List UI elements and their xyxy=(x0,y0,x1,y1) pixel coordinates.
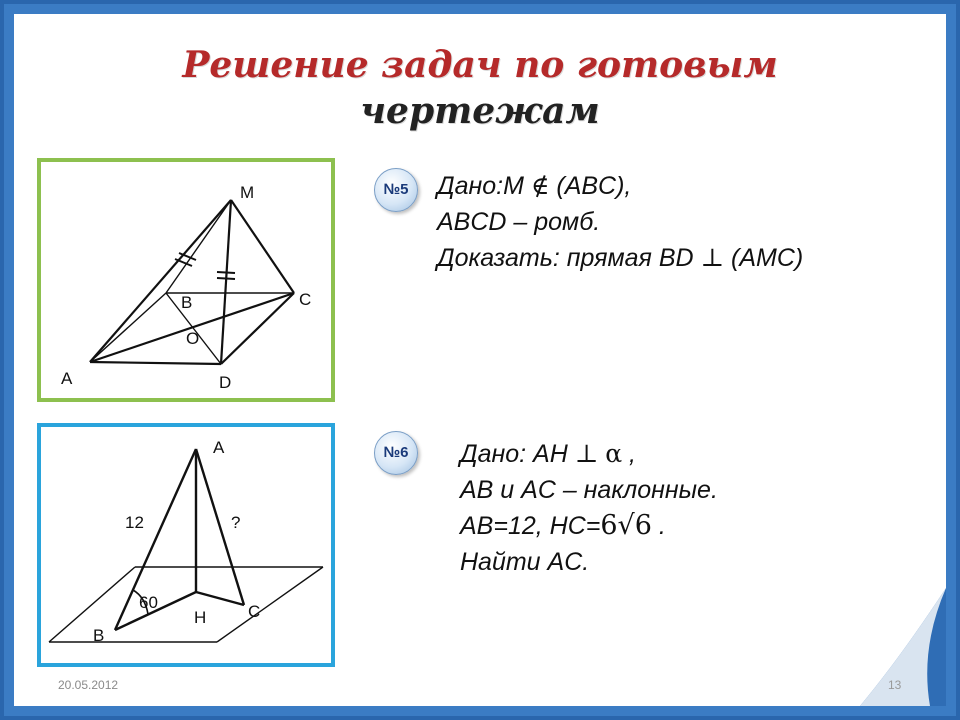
plane-alpha xyxy=(49,567,323,642)
title-line-2: чертежам xyxy=(360,90,600,132)
problem-5-prove xyxy=(437,240,803,276)
problem-6-given xyxy=(460,436,718,472)
problem-6-find: Найти AC. xyxy=(460,548,590,576)
alpha-symbol: α xyxy=(605,439,623,468)
label-A: A xyxy=(61,369,73,388)
label-H: H xyxy=(194,608,207,627)
perp-symbol: ⊥ xyxy=(574,439,599,468)
figure-plane xyxy=(37,423,335,667)
period: . xyxy=(651,512,666,540)
plane-amc: (AMC) xyxy=(724,244,804,272)
problem-6-obliques: AB и AC – наклонные. xyxy=(460,476,718,504)
problem-6-badge: №6 xyxy=(374,431,418,475)
label-12: 12 xyxy=(125,513,144,532)
segment-HC xyxy=(196,592,244,605)
pyramid-diagram xyxy=(41,162,331,398)
title-line-1: Решение задач по готовым xyxy=(182,44,778,86)
edge-MD xyxy=(221,200,231,364)
prove-label: Доказать: прямая BD xyxy=(437,244,694,272)
label-A: A xyxy=(213,438,225,457)
slide-title xyxy=(0,42,960,134)
values-label: AB=12, HC= xyxy=(460,512,601,540)
edge-AD xyxy=(90,362,221,364)
comma: , xyxy=(622,440,637,468)
given-label: Дано:M xyxy=(437,172,524,200)
footer-page-number: 13 xyxy=(888,678,902,692)
not-in-symbol: ∉ xyxy=(530,171,550,200)
plane-abc: (ABC), xyxy=(556,172,632,200)
page-curl-decoration xyxy=(860,588,960,708)
problem-6-values xyxy=(460,508,718,544)
label-question: ? xyxy=(231,513,241,532)
problem-5-text xyxy=(437,168,803,276)
plane-diagram xyxy=(41,427,331,663)
problem-6-text xyxy=(460,436,718,580)
footer-date: 20.05.2012 xyxy=(58,678,119,692)
hc-value: 6√6 xyxy=(600,510,652,541)
label-60: 60 xyxy=(139,593,158,612)
label-C: C xyxy=(299,290,312,309)
problem-5-rhombus: ABCD – ромб. xyxy=(437,208,601,236)
given-label: Дано: AH xyxy=(460,440,568,468)
label-B: B xyxy=(93,626,105,645)
figure-pyramid xyxy=(37,158,335,402)
edge-DC xyxy=(221,293,294,364)
problem-5-given xyxy=(437,168,803,204)
edge-MC xyxy=(231,200,294,293)
label-M: M xyxy=(240,183,255,202)
problem-5-badge: №5 xyxy=(374,168,418,212)
label-C: C xyxy=(248,602,261,621)
label-B: B xyxy=(181,293,193,312)
label-D: D xyxy=(219,373,232,392)
perp-symbol: ⊥ xyxy=(700,243,725,272)
label-O: O xyxy=(186,329,200,348)
edge-AB xyxy=(90,293,166,362)
